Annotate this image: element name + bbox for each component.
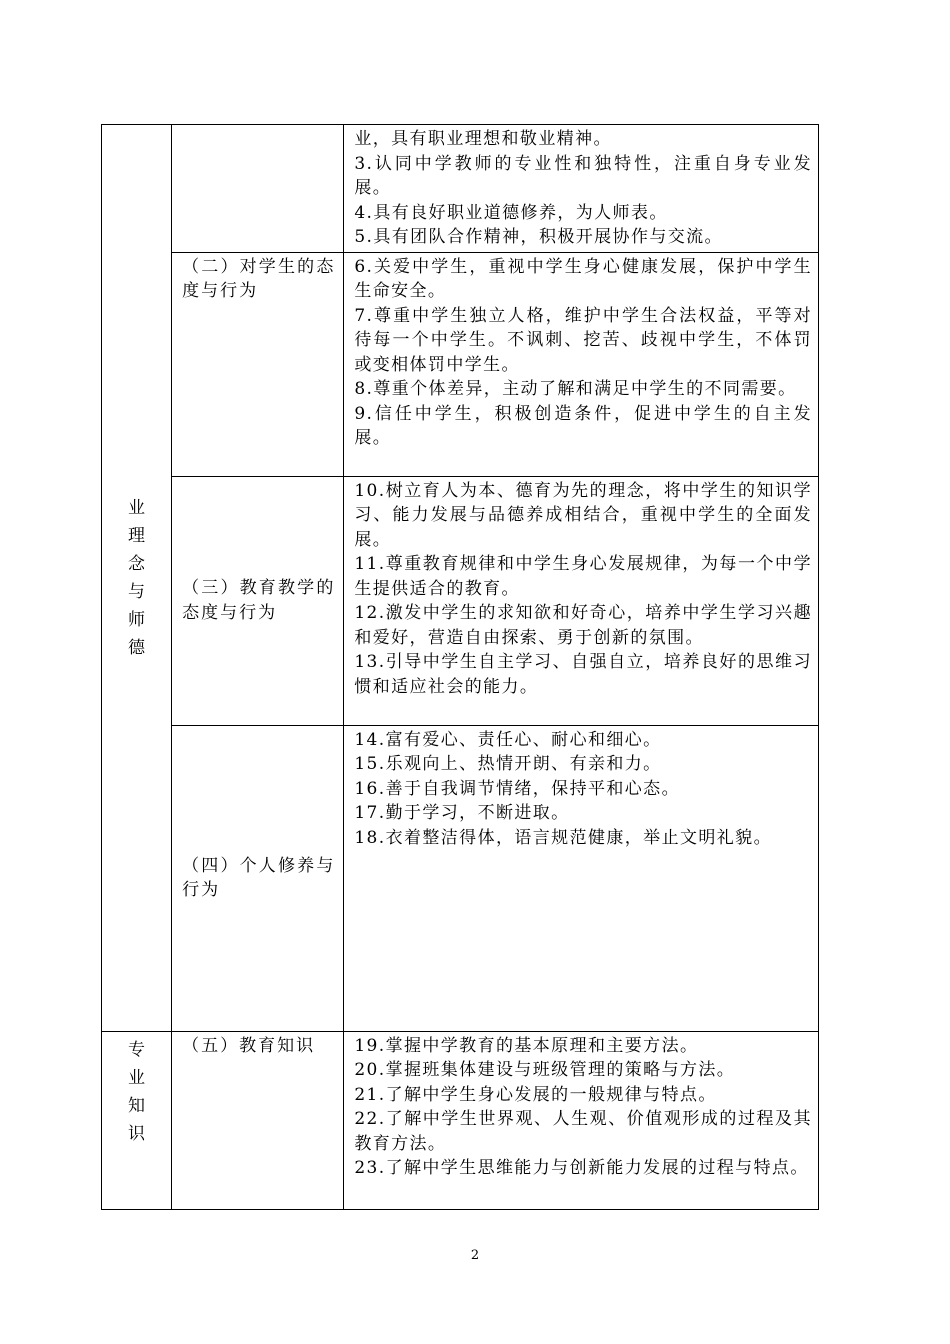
- dimension-cell-professional-ethics: [102, 125, 172, 1032]
- list-item: 22.了解中学生世界观、人生观、价值观形成的过程及其教育方法。: [354, 1109, 812, 1154]
- list-item: 9.信任中学生，积极创造条件，促进中学生的自主发展。: [354, 403, 812, 448]
- table-row: [102, 125, 819, 253]
- field-label: （二）对学生的态度与行为: [182, 256, 336, 301]
- list-item: 19.掌握中学教育的基本原理和主要方法。: [354, 1035, 699, 1056]
- list-item: 7.尊重中学生独立人格，维护中学生合法权益，平等对待每一个中学生。不讽刺、挖苦、歧视中学生，不体罚或变相体罚中学生。: [354, 305, 812, 375]
- table-row: [102, 252, 819, 476]
- list-item: 18.衣着整洁得体，语言规范健康，举止文明礼貌。: [354, 827, 772, 848]
- list-item: 3.认同中学教师的专业性和独特性，注重自身专业发展。: [354, 153, 812, 198]
- items-cell: [344, 476, 819, 725]
- list-item: 11.尊重教育规律和中学生身心发展规律，为每一个中学生提供适合的教育。: [354, 554, 812, 599]
- list-item: 21.了解中学生身心发展的一般规律与特点。: [354, 1084, 717, 1105]
- list-item: 13.引导中学生自主学习、自强自立，培养良好的思维习惯和适应社会的能力。: [354, 652, 812, 697]
- dimension-cell-professional-knowledge: [102, 1031, 172, 1209]
- field-label: （五）教育知识: [182, 1035, 316, 1056]
- items-cell: [344, 252, 819, 476]
- table-row: [102, 1031, 819, 1209]
- field-label: [172, 125, 343, 127]
- field-cell-personal-cultivation: [172, 725, 344, 1031]
- list-item: 5.具有团队合作精神，积极开展协作与交流。: [354, 227, 723, 247]
- list-item: 17.勤于学习，不断进取。: [354, 803, 570, 823]
- table-row: [102, 725, 819, 1031]
- items-cell: [344, 725, 819, 1031]
- list-item: 6.关爱中学生，重视中学生身心健康发展，保护中学生生命安全。: [354, 256, 812, 301]
- table-row: [102, 476, 819, 725]
- list-item: 15.乐观向上、热情开朗、有亲和力。: [354, 754, 662, 774]
- list-item: 23.了解中学生思维能力与创新能力发展的过程与特点。: [354, 1158, 809, 1178]
- field-cell-attitude-to-students: [172, 252, 344, 476]
- field-label: （四）个人修养与行为: [182, 855, 336, 900]
- dimension-label: 业理念与师德: [128, 497, 146, 658]
- list-item: 20.掌握班集体建设与班级管理的策略与方法。: [354, 1060, 736, 1080]
- dimension-label: 专业知识: [128, 1039, 146, 1144]
- field-label: （三）教育教学的态度与行为: [182, 578, 336, 623]
- list-item: 业，具有职业理想和敬业精神。: [354, 129, 612, 149]
- items-cell: [344, 125, 819, 253]
- list-item: 14.富有爱心、责任心、耐心和细心。: [354, 729, 662, 750]
- items-cell: [344, 1031, 819, 1209]
- field-cell-empty: [172, 125, 344, 253]
- list-item: 4.具有良好职业道德修养，为人师表。: [354, 202, 668, 223]
- list-item: 8.尊重个体差异，主动了解和满足中学生的不同需要。: [354, 379, 797, 399]
- list-item: 12.激发中学生的求知欲和好奇心，培养中学生学习兴趣和爱好，营造自由探索、勇于创新的氛围。: [354, 603, 812, 648]
- page-number: 2: [470, 1248, 480, 1263]
- standards-table: [101, 124, 819, 1210]
- field-cell-education-knowledge: [172, 1031, 344, 1209]
- list-item: 10.树立育人为本、德育为先的理念，将中学生的知识学习、能力发展与品德养成相结合，重视中学生的全面发展。: [354, 480, 812, 550]
- field-cell-teaching-attitude: [172, 476, 344, 725]
- list-item: 16.善于自我调节情绪，保持平和心态。: [354, 778, 680, 799]
